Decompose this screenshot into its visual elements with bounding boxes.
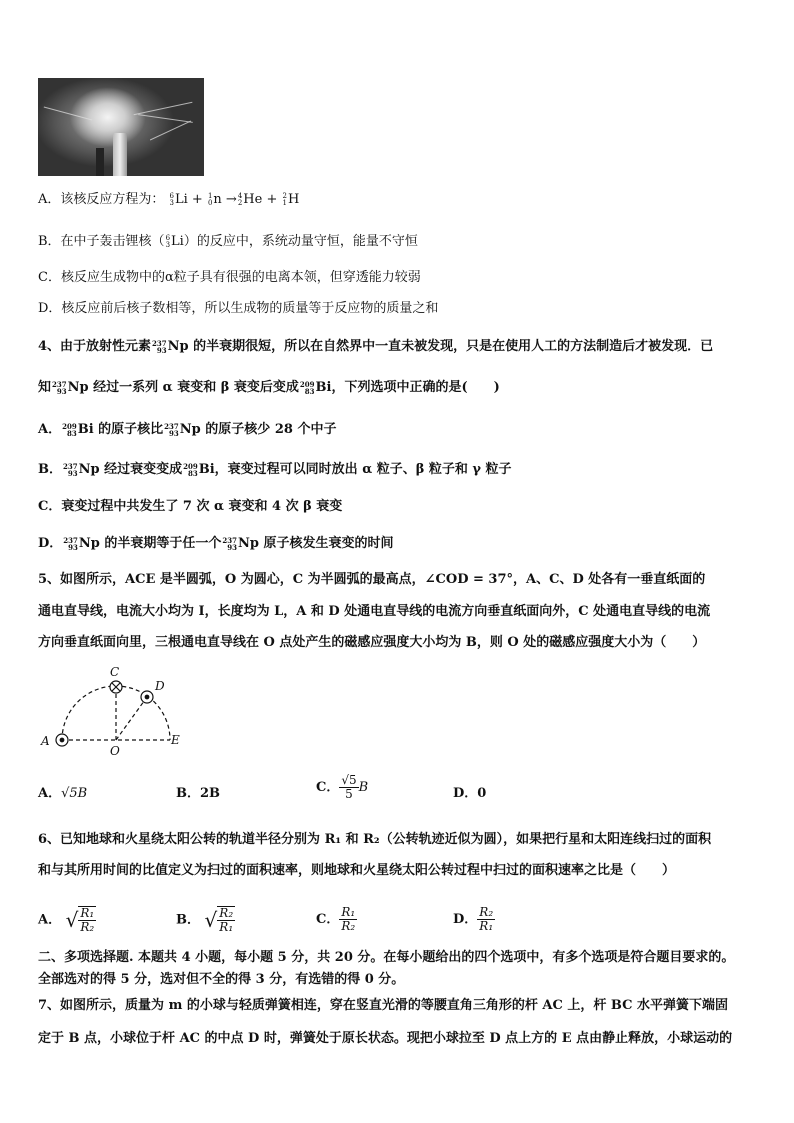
plasma-photo (38, 78, 204, 176)
q4-option-a: A． 209 83 Bi 的原子核比 237 93 Np 的原子核少 28 个中子 (38, 421, 337, 438)
prev-option-b: B．在中子轰击锂核（ 6 3 Li）的反应中，系统动量守恒，能量不守恒 (38, 233, 418, 249)
q6-stem-line2: 和与其所用时间的比值定义为扫过的面积速率，则地球和火星绕太阳公转过程中扫过的面积速率之比是（ ） (38, 863, 676, 878)
section2-heading-line1: 二、多项选择题. 本题共 4 小题，每小题 5 分，共 20 分。在每小题给出的四个选项中，有多个选项是符合题目要求的。 (38, 950, 735, 965)
prev-option-a: A．该核反应方程为： 6 3 Li + 1 0 n → 4 2 He + 2 1 H (38, 191, 300, 207)
q5-option-d: D．0 (453, 786, 487, 801)
label-a: A (41, 734, 50, 748)
wire-d (141, 691, 153, 703)
q4-option-c: C．衰变过程中共发生了 7 次 α 衰变和 4 次 β 衰变 (38, 499, 343, 514)
prev-option-c: C．核反应生成物中的α粒子具有很强的电离本领，但穿透能力较弱 (38, 270, 421, 285)
q6-option-b: B． √ $\frac{\text{R₂}}{\text{R₁}}$ (176, 906, 234, 934)
q6-option-c: C． $\frac{\text{R₁}}{\text{R₂}}$ (316, 905, 356, 933)
q5-option-a: A．√5B (38, 786, 88, 801)
label-c: C (110, 665, 120, 679)
radius-od (116, 697, 147, 740)
q5-option-b: B．2B (176, 786, 221, 801)
label-o: O (110, 744, 120, 758)
q6-option-a: A． √ $\frac{\text{R₁}}{\text{R₂}}$ (38, 906, 95, 934)
label-d: D (155, 679, 165, 693)
q4-stem-line1: 4、由于放射性元素 237 93 Np 的半衰期很短，所以在自然界中一直未被发现，只是在使用人工的方法制造后才被发现．已 (38, 338, 714, 355)
q4-stem-line2: 知 237 93 Np 经过一系列 α 衰变和 β 衰变后变成 209 83 Bi，下列选项中正确的是( ) (38, 379, 500, 396)
semicircle-diagram (36, 660, 196, 760)
wire-a (56, 734, 68, 746)
q7-stem-line1: 7、如图所示，质量为 m 的小球与轻质弹簧相连，穿在竖直光滑的等腰直角三角形的杆 AC 上，杆 BC 水平弹簧下端固 (38, 998, 728, 1013)
q4-option-d: D． 237 93 Np 的半衰期等于任一个 237 93 Np 原子核发生衰变的时间 (38, 535, 394, 552)
prev-option-d: D．核反应前后核子数相等，所以生成物的质量等于反应物的质量之和 (38, 301, 439, 316)
q7-stem-line2: 定于 B 点，小球位于杆 AC 的中点 D 时，弹簧处于原长状态。现把小球拉至 D 点上方的 E 点由静止释放，小球运动的 (38, 1031, 733, 1046)
q5-stem-line2: 通电直导线，电流大小均为 I，长度均为 L，A 和 D 处通电直导线的电流方向垂直纸面向外，C 处通电直导线的电流 (38, 604, 711, 619)
section2-heading-line2: 全部选对的得 5 分，选对但不全的得 3 分，有选错的得 0 分。 (38, 972, 405, 987)
q5-option-c: C． $\frac{√5}{5}$ B (316, 773, 369, 801)
q5-stem-line3: 方向垂直纸面向里，三根通电直导线在 O 点处产生的磁感应强度大小均为 B，则 O 处的磁感应强度大小为（ ） (38, 635, 706, 650)
q6-stem-line1: 6、已知地球和火星绕太阳公转的轨道半径分别为 R₁ 和 R₂（公转轨迹近似为圆），如果把行星和太阳连线扫过的面积 (38, 832, 712, 847)
q4-option-b: B． 237 93 Np 经过衰变变成 209 83 Bi，衰变过程可以同时放出 α 粒子、β 粒子和 γ 粒子 (38, 461, 512, 478)
q6-option-d: D． $\frac{\text{R₂}}{\text{R₁}}$ (453, 905, 494, 933)
label-e: E (171, 733, 180, 747)
wire-c (110, 681, 122, 693)
q5-stem-line1: 5、如图所示，ACE 是半圆弧，O 为圆心，C 为半圆弧的最高点，∠COD = 37°，A、C、D 处各有一垂直纸面的 (38, 572, 706, 587)
